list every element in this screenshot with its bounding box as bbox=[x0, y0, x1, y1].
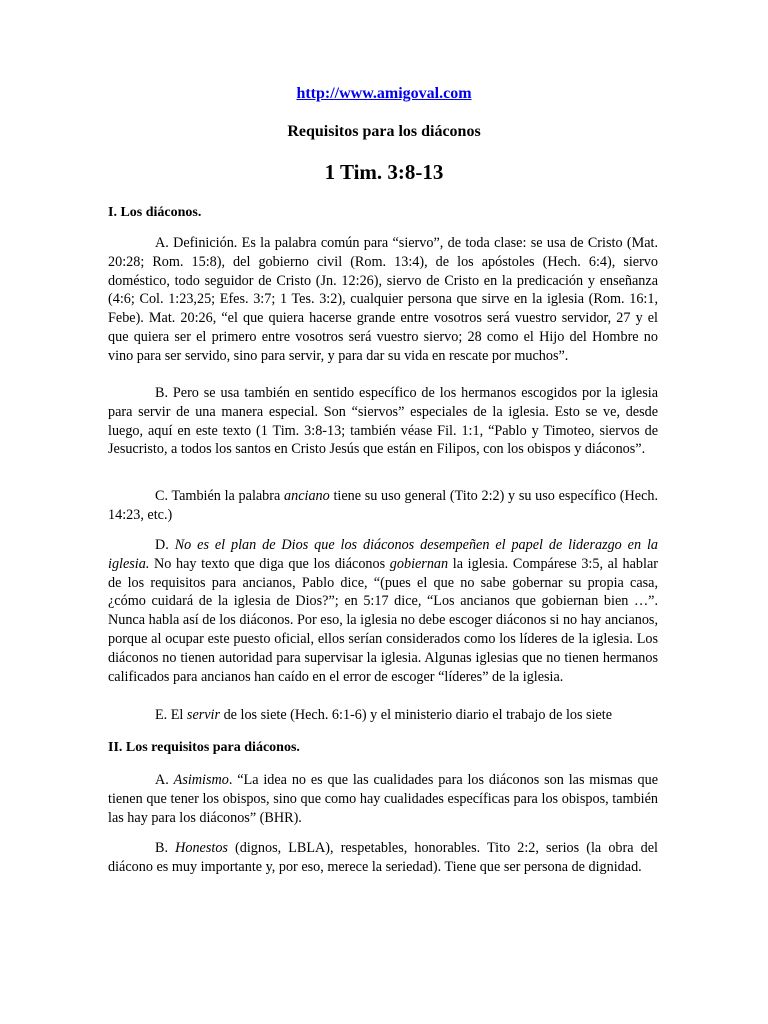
paragraph-1d-italic-1: No es el plan de Dios que los diáconos desempeñen el papel de liderazgo en la iglesia. bbox=[108, 537, 658, 572]
paragraph-1d-label: D. bbox=[155, 537, 175, 553]
paragraph-1d bbox=[108, 536, 658, 686]
paragraph-2b-label: B. bbox=[155, 840, 176, 856]
paragraph-1a-text: A. Definición. Es la palabra común para “siervo”, de toda clase: se usa de Cristo (Mat. 20:28; Rom. 15:8), del gobierno civil (Rom. 13:4), de los apóstoles (Hech. 6:4), siervo doméstico, todo seguidor de Cristo (Jn. 12:26), siervo de Cristo en la predicación y enseñanza (4:6; Col. 1:23,25; Efes. 3:7; 1 Tes. 3:2), cualquier persona que sirve en la iglesia (Rom. 16:1, Febe). Mat. 20:26, “el que quiera hacerse grande entre vosotros será vuestro servidor, 27 y el que quiera ser el primero entre vosotros será vuestro siervo; 28 como el Hijo del Hombre no vino para ser servido, sino para servir, y para dar su vida en rescate por muchos”. bbox=[108, 235, 658, 364]
paragraph-2a bbox=[108, 771, 658, 827]
paragraph-1d-italic-2: gobiernan bbox=[389, 555, 449, 572]
paragraph-1d-mid: No hay texto que diga que los diáconos bbox=[149, 555, 390, 572]
website-link[interactable]: http://www.amigoval.com bbox=[296, 85, 472, 102]
paragraph-1c bbox=[108, 487, 658, 525]
paragraph-2b-italic: Honestos bbox=[175, 840, 228, 856]
paragraph-1e-after: de los siete (Hech. 6:1-6) y el ministerio diario el trabajo de los siete bbox=[220, 707, 613, 723]
section-heading-1: I. Los diáconos. bbox=[108, 205, 202, 220]
section-heading-2: II. Los requisitos para diáconos. bbox=[108, 740, 300, 755]
paragraph-1c-italic: anciano bbox=[284, 488, 330, 504]
paragraph-1c-before: C. También la palabra bbox=[155, 488, 285, 504]
paragraph-2a-italic: Asimismo bbox=[173, 772, 229, 788]
paragraph-1c-after: tiene su uso general (Tito 2:2) y su uso específico (Hech. 14:23, etc.) bbox=[108, 488, 659, 523]
paragraph-1b-text: B. Pero se usa también en sentido específico de los hermanos escogidos por la iglesia para servir de una manera especial. Son “siervos” especiales de la iglesia. Esto se ve, desde luego, aquí en este texto (1 Tim. 3:8-13; también véase Fil. 1:1, “Pablo y Timoteo, siervos de Jesucristo, a todos los santos en Cristo Jesús que están en Filipos, con los obispos y diáconos”. bbox=[108, 385, 658, 458]
paragraph-1d-after: la iglesia. Compárese 3:5, al hablar de los requisitos para ancianos, Pablo dice, “(pues el que no sabe gobernar su propia casa, ¿cómo cuidará de la iglesia de Dios?”; en 5:17 dice, “Los ancianos que gobiernan bien …”. Nunca habla así de los diáconos. Por eso, la iglesia no debe escoger diáconos si no hay ancianos, porque al ocupar este puesto oficial, ellos serían considerados como los líderes de la iglesia. Los diáconos no tienen autoridad para supervisar la iglesia. Algunas iglesias que no tienen hermanos calificados para ancianos han caído en el error de escoger “líderes” de la iglesia. bbox=[108, 555, 658, 685]
paragraph-2a-after: . “La idea no es que las cualidades para los diáconos son las mismas que tienen que tener los obispos, sino que como hay cualidades específicas para los obispos, también las hay para los diáconos” (BHR). bbox=[108, 772, 658, 826]
document-title: Requisitos para los diáconos bbox=[287, 123, 481, 140]
paragraph-2a-label: A. bbox=[155, 772, 174, 788]
paragraph-1a bbox=[108, 234, 658, 366]
paragraph-1e bbox=[108, 706, 668, 725]
scripture-reference: 1 Tim. 3:8-13 bbox=[324, 160, 444, 184]
paragraph-1e-italic: servir bbox=[186, 707, 221, 723]
paragraph-1b bbox=[108, 384, 658, 459]
paragraph-2b-after: (dignos, LBLA), respetables, honorables. Tito 2:2, serios (la obra del diácono es muy importante y, por eso, merece la seriedad). Tiene que ser persona de dignidad. bbox=[108, 840, 658, 875]
paragraph-2b bbox=[108, 839, 658, 877]
paragraph-1e-before: E. El bbox=[155, 707, 187, 723]
